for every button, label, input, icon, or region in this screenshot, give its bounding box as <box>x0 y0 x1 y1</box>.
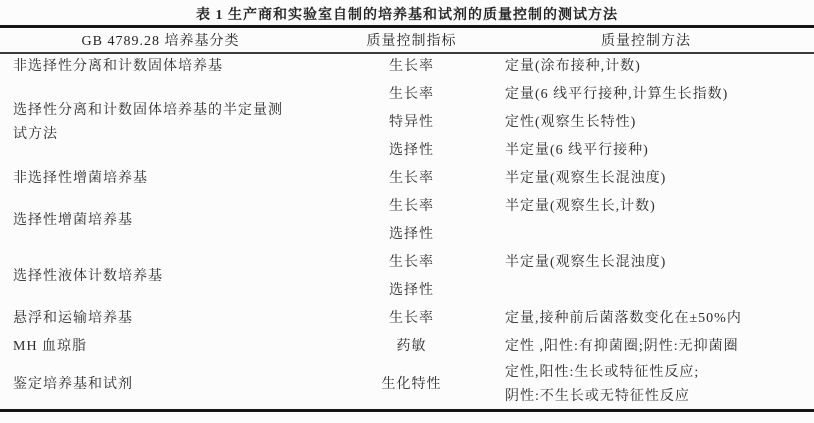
method-line: 阴性:不生长或无特征性反应 <box>505 388 690 404</box>
table-row <box>0 81 814 109</box>
method-cell: 半定量(观察生长混浊度) <box>505 170 667 186</box>
indicator-cell: 药敏 <box>396 338 427 354</box>
header-category: GB 4789.28 培养基分类 <box>0 27 345 53</box>
table-row <box>0 249 814 277</box>
method-cell <box>478 221 814 249</box>
quality-control-table <box>0 25 814 412</box>
method-cell <box>478 277 814 305</box>
table-title: 表 1 生产商和实验室自制的培养基和试剂的质量控制的测试方法 <box>196 8 618 23</box>
method-cell: 半定量(6 线平行接种) <box>505 142 649 158</box>
table-row <box>0 361 814 411</box>
indicator-cell: 选择性 <box>389 226 434 242</box>
header-method: 质量控制方法 <box>478 27 814 53</box>
method-cell <box>478 361 814 411</box>
category-cell: 选择性液体计数培养基 <box>13 268 163 284</box>
table-row <box>0 333 814 361</box>
indicator-cell: 生长率 <box>389 310 434 326</box>
category-cell: 鉴定培养基和试剂 <box>13 376 133 392</box>
category-cell: 选择性分离和计数固体培养基的半定量测试方法 <box>13 102 283 142</box>
table-header-row <box>0 27 814 53</box>
method-line: 定性,阳性:生长或特征性反应; <box>505 364 700 380</box>
method-cell: 定量(涂布接种,计数) <box>505 59 641 74</box>
indicator-cell: 生化特性 <box>381 376 442 392</box>
category-cell: 选择性增菌培养基 <box>13 212 133 228</box>
table-row <box>0 305 814 333</box>
table-row <box>0 165 814 193</box>
indicator-cell: 生长率 <box>389 170 434 186</box>
table-row <box>0 53 814 81</box>
indicator-cell: 选择性 <box>389 142 434 158</box>
indicator-cell: 生长率 <box>389 59 434 74</box>
method-cell: 定量,接种前后菌落数变化在±50%内 <box>505 310 742 326</box>
method-cell: 半定量(观察生长混浊度) <box>505 254 667 270</box>
method-cell: 定量(6 线平行接种,计算生长指数) <box>505 86 729 102</box>
category-cell: 悬浮和运输培养基 <box>13 310 133 326</box>
category-cell: 非选择性增菌培养基 <box>13 170 148 186</box>
method-cell: 半定量(观察生长,计数) <box>505 198 656 214</box>
method-cell: 定性 ,阳性:有抑菌圈;阴性:无抑菌圈 <box>505 338 739 354</box>
indicator-cell: 生长率 <box>389 254 434 270</box>
category-cell: 非选择性分离和计数固体培养基 <box>13 59 223 74</box>
header-indicator: 质量控制指标 <box>345 27 478 53</box>
table-row <box>0 193 814 221</box>
indicator-cell: 生长率 <box>389 198 434 214</box>
method-cell: 定性(观察生长特性) <box>505 114 637 130</box>
indicator-cell: 生长率 <box>389 86 434 102</box>
indicator-cell: 特异性 <box>389 114 434 130</box>
indicator-cell: 选择性 <box>389 282 434 298</box>
category-cell: MH 血琼脂 <box>13 338 88 354</box>
